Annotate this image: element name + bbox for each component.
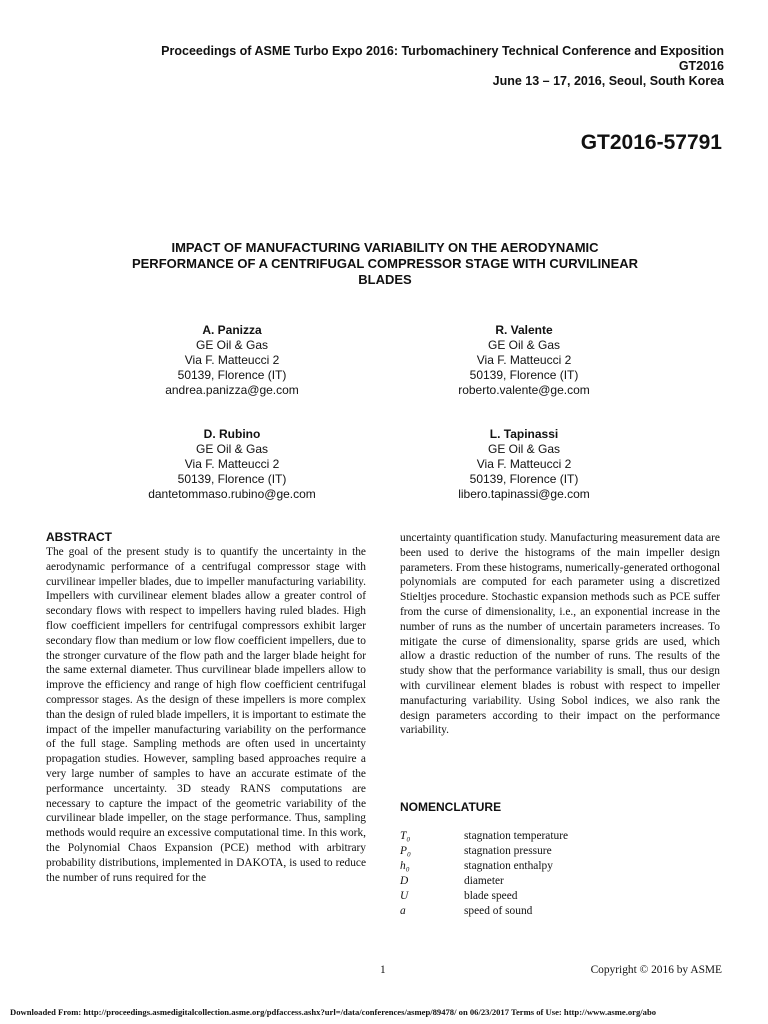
- left-column: [46, 530, 366, 885]
- paper-title: [70, 240, 700, 288]
- nomenclature-row: [400, 844, 568, 859]
- author-org: GE Oil & Gas: [487, 442, 561, 456]
- nomenclature-row: [400, 889, 568, 904]
- author-block-valente: [394, 323, 654, 398]
- nomenclature-description: speed of sound: [464, 904, 533, 917]
- nomenclature-row: [400, 859, 568, 874]
- author-city: 50139, Florence (IT): [177, 472, 287, 486]
- author-org: GE Oil & Gas: [487, 338, 561, 352]
- nomenclature-row: [400, 904, 568, 919]
- author-name: L. Tapinassi: [489, 427, 559, 441]
- nomenclature-description: stagnation enthalpy: [464, 859, 553, 872]
- conference-date-location: June 13 – 17, 2016, Seoul, South Korea: [492, 74, 724, 88]
- author-city: 50139, Florence (IT): [177, 368, 287, 382]
- author-street: Via F. Matteucci 2: [184, 457, 280, 471]
- nomenclature-row: [400, 829, 568, 844]
- author-street: Via F. Matteucci 2: [184, 353, 280, 367]
- author-street: Via F. Matteucci 2: [476, 353, 572, 367]
- author-street: Via F. Matteucci 2: [476, 457, 572, 471]
- author-email[interactable]: andrea.panizza@ge.com: [165, 383, 299, 397]
- author-email[interactable]: dantetommaso.rubino@ge.com: [148, 487, 316, 501]
- abstract-text-right: uncertainty quantification study. Manufacturing measurement data are been used to derive the histograms of the main impeller design parameters. From these histograms, numerically-generated orthogonal polynomials are computed for each parameter using a discretized Stieltjes procedure. Stochastic expansion methods such as PCE suffer from the curse of dimensionality, i.e., an exponential increase in the number of runs as the number of uncertain parameters increases. To mitigate the curse of dimensionality, sparse grids are used, which allow a drastic reduction of the number of runs. The results of the study show that the performance variability is small, thus our design with curvilinear element blades is robust with respect to impeller manufacturing variability. Using Sobol indices, we also rank the design parameters according to their impact on the performance variability.: [400, 532, 720, 737]
- nomenclature-symbol: h₀: [400, 859, 410, 872]
- title-line: PERFORMANCE OF A CENTRIFUGAL COMPRESSOR STAGE WITH CURVILINEAR: [131, 256, 639, 271]
- copyright-notice: Copyright © 2016 by ASME: [590, 964, 722, 976]
- right-column: [400, 531, 720, 738]
- author-org: GE Oil & Gas: [195, 338, 269, 352]
- nomenclature-table: [400, 829, 568, 918]
- nomenclature-symbol: U: [400, 889, 409, 902]
- author-name: R. Valente: [495, 323, 553, 337]
- nomenclature-description: stagnation temperature: [464, 830, 569, 842]
- nomenclature-description: stagnation pressure: [464, 844, 552, 857]
- author-city: 50139, Florence (IT): [469, 368, 579, 382]
- nomenclature-row: [400, 874, 568, 889]
- title-line: BLADES: [358, 272, 412, 287]
- abstract-text-left: The goal of the present study is to quantify the uncertainty in the aerodynamic performance of a centrifugal compressor stage with curvilinear impeller blades, due to impeller manufacturing variability. Impellers with curvilinear element blades allow a greater control of secondary flows with respect to impellers having ruled blades. High flow coefficient impellers for centrifugal compressors exhibit larger secondary flow than medium or low flow coefficient impellers, due to the stronger curvature of the flow path and the larger blade height for the same external diameter. Thus curvilinear blade impellers allow to improve the efficiency and range of high flow coefficient centrifugal compressor stages. As the design of these impellers is more complex than the design of ruled blade impellers, it is important to estimate the impact of the impeller manufacturing variability on the performance of the full stage. Sampling methods are often used in uncertainty propagation studies. However, sampling based approaches require a very large number of samples to have an accurate estimate of the performance uncertainty. 3D steady RANS computations are necessary to capture the impact of the geometric variability of the curvilinear blade impeller, on the stage performance. Thus, sampling methods would require an excessive computational time. In this work, the Polynomial Chaos Expansion (PCE) method with arbitrary probability distributions, implemented in DAKOTA, is used to reduce the number of runs required for the: [46, 546, 366, 884]
- nomenclature-symbol: a: [400, 904, 406, 917]
- author-name: D. Rubino: [203, 427, 261, 441]
- conference-header: [161, 44, 724, 89]
- page-number: 1: [380, 964, 386, 976]
- conference-code: GT2016: [678, 59, 724, 73]
- nomenclature-section: [400, 800, 720, 918]
- author-email[interactable]: roberto.valente@ge.com: [458, 383, 590, 397]
- author-city: 50139, Florence (IT): [469, 472, 579, 486]
- paper-id: GT2016-57791: [580, 131, 722, 154]
- nomenclature-symbol: P₀: [400, 844, 411, 857]
- nomenclature-symbol: D: [400, 874, 409, 887]
- author-email[interactable]: libero.tapinassi@ge.com: [458, 487, 590, 501]
- author-org: GE Oil & Gas: [195, 442, 269, 456]
- nomenclature-heading: NOMENCLATURE: [400, 800, 502, 814]
- nomenclature-description: blade speed: [464, 889, 518, 902]
- author-block-rubino: [102, 427, 362, 502]
- download-notice: Downloaded From: http://proceedings.asmedigitalcollection.asme.org/pdfaccess.ashx?url=/data/conferences/asmep/89478/ on 06/23/2017 Terms of Use: http://www.asme.org/abo: [10, 1007, 657, 1017]
- author-block-panizza: [102, 323, 362, 398]
- abstract-heading: ABSTRACT: [46, 530, 112, 544]
- nomenclature-description: diameter: [464, 874, 504, 887]
- conference-title: Proceedings of ASME Turbo Expo 2016: Turbomachinery Technical Conference and Exposition: [161, 44, 724, 58]
- nomenclature-symbol: T₀: [400, 830, 411, 842]
- author-name: A. Panizza: [202, 323, 262, 337]
- author-block-tapinassi: [394, 427, 654, 502]
- title-line: IMPACT OF MANUFACTURING VARIABILITY ON THE AERODYNAMIC: [171, 240, 599, 255]
